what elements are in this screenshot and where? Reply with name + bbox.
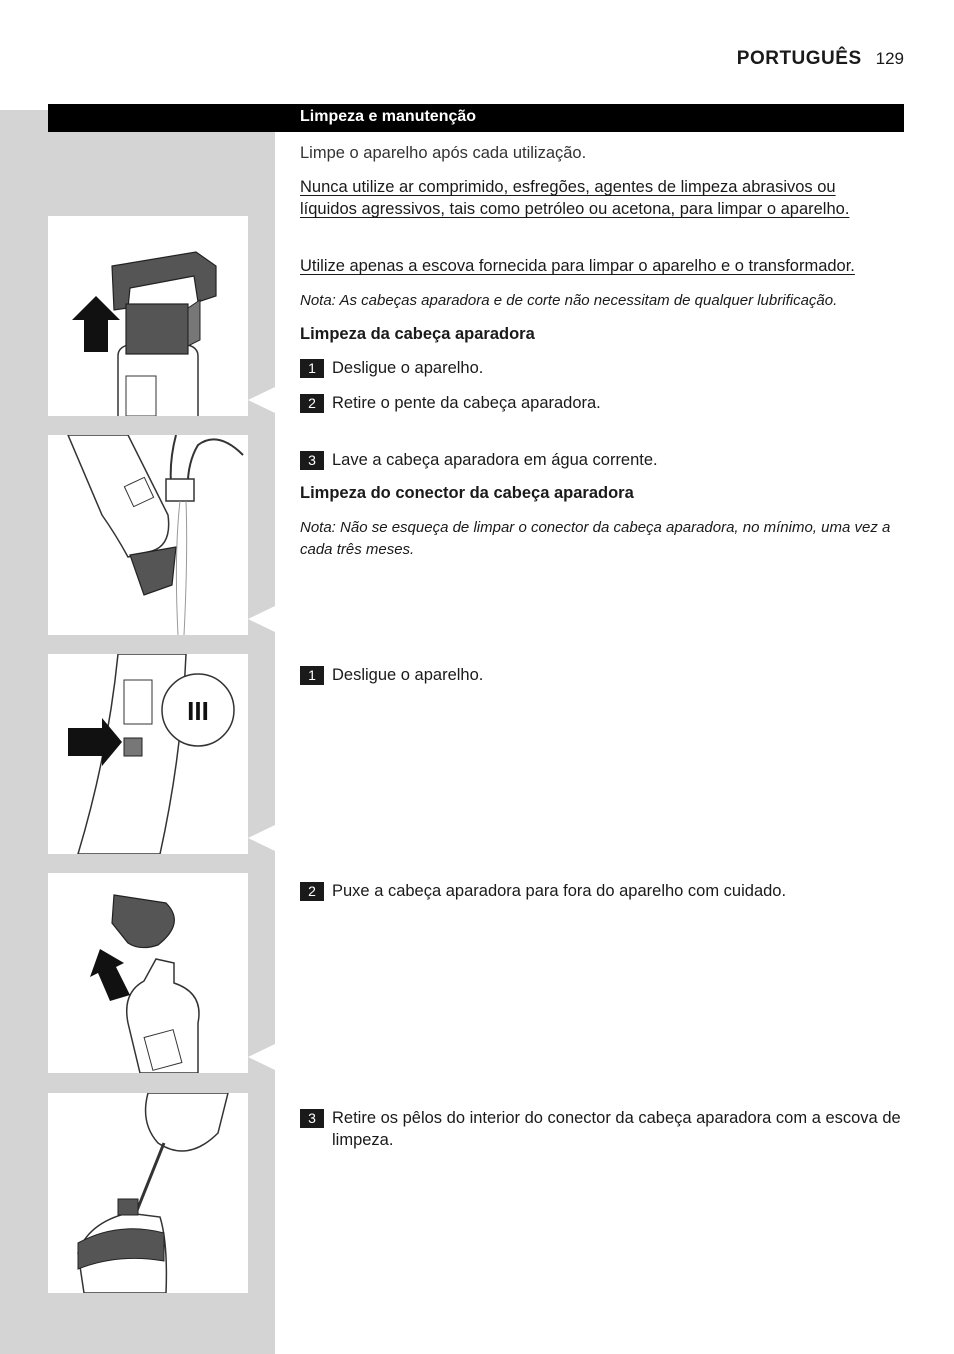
page-number: 129 bbox=[875, 49, 904, 68]
step-text: Desligue o aparelho. bbox=[332, 666, 484, 684]
step-text: Lave a cabeça aparadora em água corrente. bbox=[332, 451, 658, 469]
warning-compressed-air: Nunca utilize ar comprimido, esfregões, agentes de limpeza abrasivos ou líquidos agressivos, tais como petróleo ou acetona, para limpar o aparelho. bbox=[300, 178, 850, 218]
figure-switch-off bbox=[48, 654, 248, 854]
figure-remove-comb bbox=[48, 216, 248, 416]
step-item bbox=[300, 392, 904, 414]
note-connector-cleaning: Nota: Não se esqueça de limpar o conector da cabeça aparadora, no mínimo, uma vez a cada três meses. bbox=[300, 519, 891, 558]
section-title: Limpeza e manutenção bbox=[300, 108, 477, 125]
subsection-title-trimmer-head: Limpeza da cabeça aparadora bbox=[300, 325, 535, 343]
page-header bbox=[737, 48, 904, 70]
figure-pull-head bbox=[48, 873, 248, 1073]
section-bar bbox=[48, 104, 904, 132]
intro-text: Limpe o aparelho após cada utilização. bbox=[300, 144, 587, 162]
figure-rinse-head bbox=[48, 435, 248, 635]
step-text: Retire o pente da cabeça aparadora. bbox=[332, 394, 601, 412]
step-item bbox=[300, 880, 904, 902]
step-number: 2 bbox=[300, 882, 324, 901]
warning-brush-only: Utilize apenas a escova fornecida para limpar o aparelho e o transformador. bbox=[300, 257, 855, 275]
step-text: Desligue o aparelho. bbox=[332, 359, 484, 377]
step-item bbox=[300, 664, 904, 686]
step-number: 3 bbox=[300, 451, 324, 470]
figure-pointer bbox=[248, 606, 275, 632]
subsection-title-connector: Limpeza do conector da cabeça aparadora bbox=[300, 484, 634, 502]
step-number: 1 bbox=[300, 359, 324, 378]
note-lubrication: Nota: As cabeças aparadora e de corte não necessitam de qualquer lubrificação. bbox=[300, 292, 838, 309]
step-item bbox=[300, 357, 904, 379]
step-number: 2 bbox=[300, 394, 324, 413]
figure-brush-connector bbox=[48, 1093, 248, 1293]
figure-pointer bbox=[248, 1044, 275, 1070]
language-label: PORTUGUÊS bbox=[736, 48, 862, 69]
figure-pointer bbox=[248, 825, 275, 851]
step-item bbox=[300, 1107, 904, 1151]
step-item bbox=[300, 449, 904, 471]
step-text: Puxe a cabeça aparadora para fora do aparelho com cuidado. bbox=[332, 882, 787, 900]
step-number: 3 bbox=[300, 1109, 324, 1128]
step-number: 1 bbox=[300, 666, 324, 685]
figure-label-iii: III bbox=[187, 696, 209, 726]
step-text: Retire os pêlos do interior do conector da cabeça aparadora com a escova de limpeza. bbox=[332, 1109, 901, 1149]
figure-pointer bbox=[248, 387, 275, 413]
